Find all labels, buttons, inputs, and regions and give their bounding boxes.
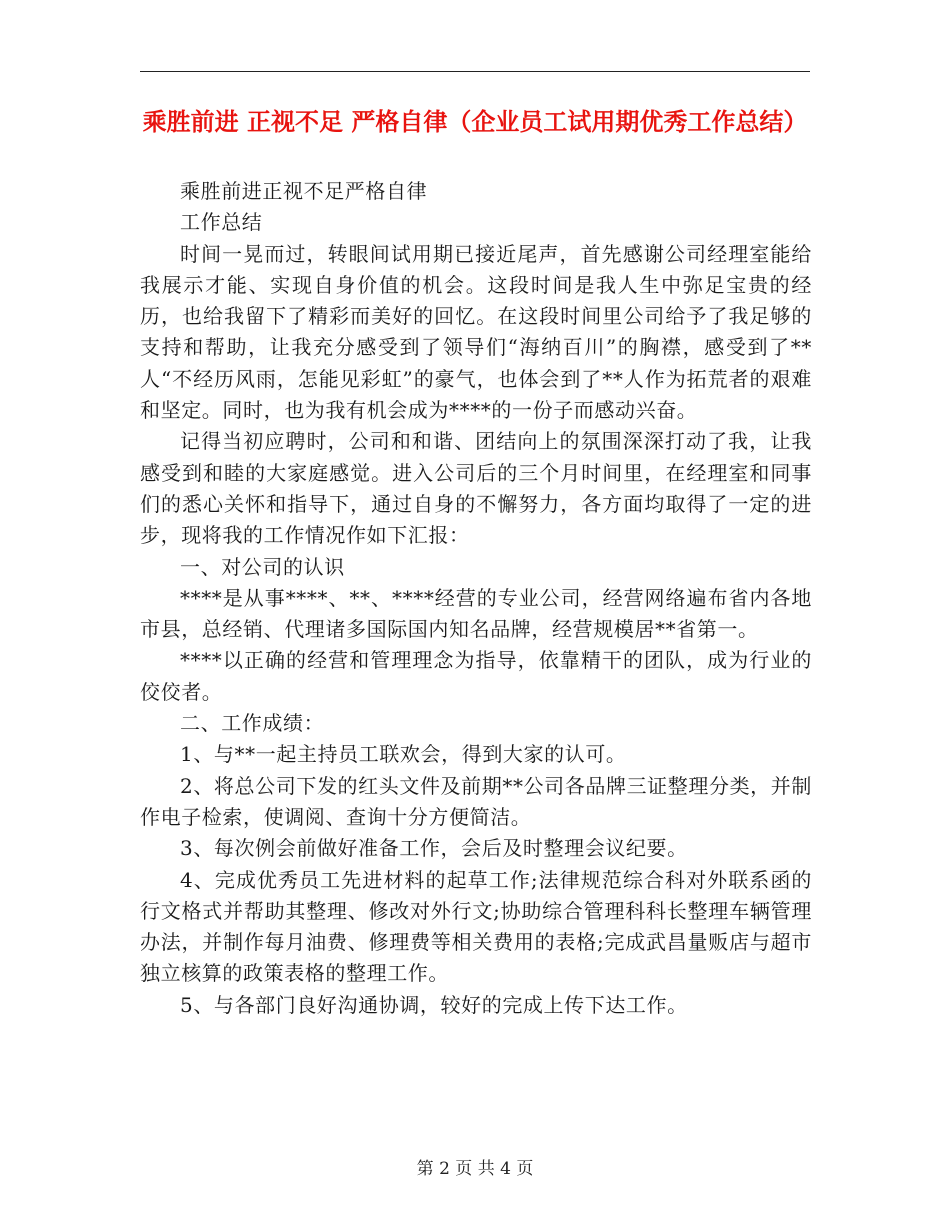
page-number-footer: 第 2 页 共 4 页: [416, 1159, 534, 1179]
subtitle-line: 乘胜前进正视不足严格自律: [180, 179, 428, 203]
list-item: 3、每次例会前做好准备工作，会后及时整理会议纪要。: [180, 836, 688, 861]
body-paragraph: 时间一晃而过，转眼间试用期已接近尾声，首先感谢公司经理室能给我展示才能、实现自身价值的机会。这段时间是我人生中弥足宝贵的经历，也给我留下了精彩而美好的回忆。在这段时间里公司给予了我足够的支持和帮助，让我充分感受到了领导们“海纳百川”的胸襟，感受到了**人“不经历风雨，怎能见彩虹”的豪气，也体会到了**人作为拓荒者的艰难和坚定。同时，也为我有机会成为****的一份子而感动兴奋。: [140, 241, 812, 423]
body-paragraph: ****是从事****、**、****经营的专业公司，经营网络遍布省内各地市县，总经销、代理诸多国际国内知名品牌，经营规模居**省第一。: [140, 585, 812, 642]
list-item: 2、将总公司下发的红头文件及前期**公司各品牌三证整理分类，并制作电子检索，使调阅、查询十分方便简洁。: [140, 773, 812, 829]
list-item: 4、完成优秀员工先进材料的起草工作;法律规范综合科对外联系函的行文格式并帮助其整理、修改对外行文;协助综合管理科科长整理车辆管理办法，并制作每月油费、修理费等相关费用的表格;完成武昌量贩店与超市独立核算的政策表格的整理工作。: [140, 867, 812, 986]
document-body: [140, 176, 812, 1021]
list-item: 1、与**一起主持员工联欢会，得到大家的认可。: [180, 742, 627, 767]
list-item: 5、与各部门良好沟通协调，较好的完成上传下达工作。: [180, 992, 688, 1017]
body-paragraph: 记得当初应聘时，公司和和谐、团结向上的氛围深深打动了我，让我感受到和睦的大家庭感觉。进入公司后的三个月时间里，在经理室和同事们的悉心关怀和指导下，通过自身的不懈努力，各方面均取得了一定的进步，现将我的工作情况作如下汇报：: [140, 429, 812, 548]
body-paragraph: ****以正确的经营和管理理念为指导，依靠精干的团队，成为行业的佼佼者。: [140, 648, 812, 704]
header-rule: [140, 71, 810, 72]
subtitle-line: 工作总结: [180, 210, 263, 235]
document-title: 乘胜前进 正视不足 严格自律（企业员工试用期优秀工作总结）: [142, 108, 808, 136]
section-heading: 二、工作成绩：: [180, 711, 325, 736]
section-heading: 一、对公司的认识: [180, 554, 345, 579]
